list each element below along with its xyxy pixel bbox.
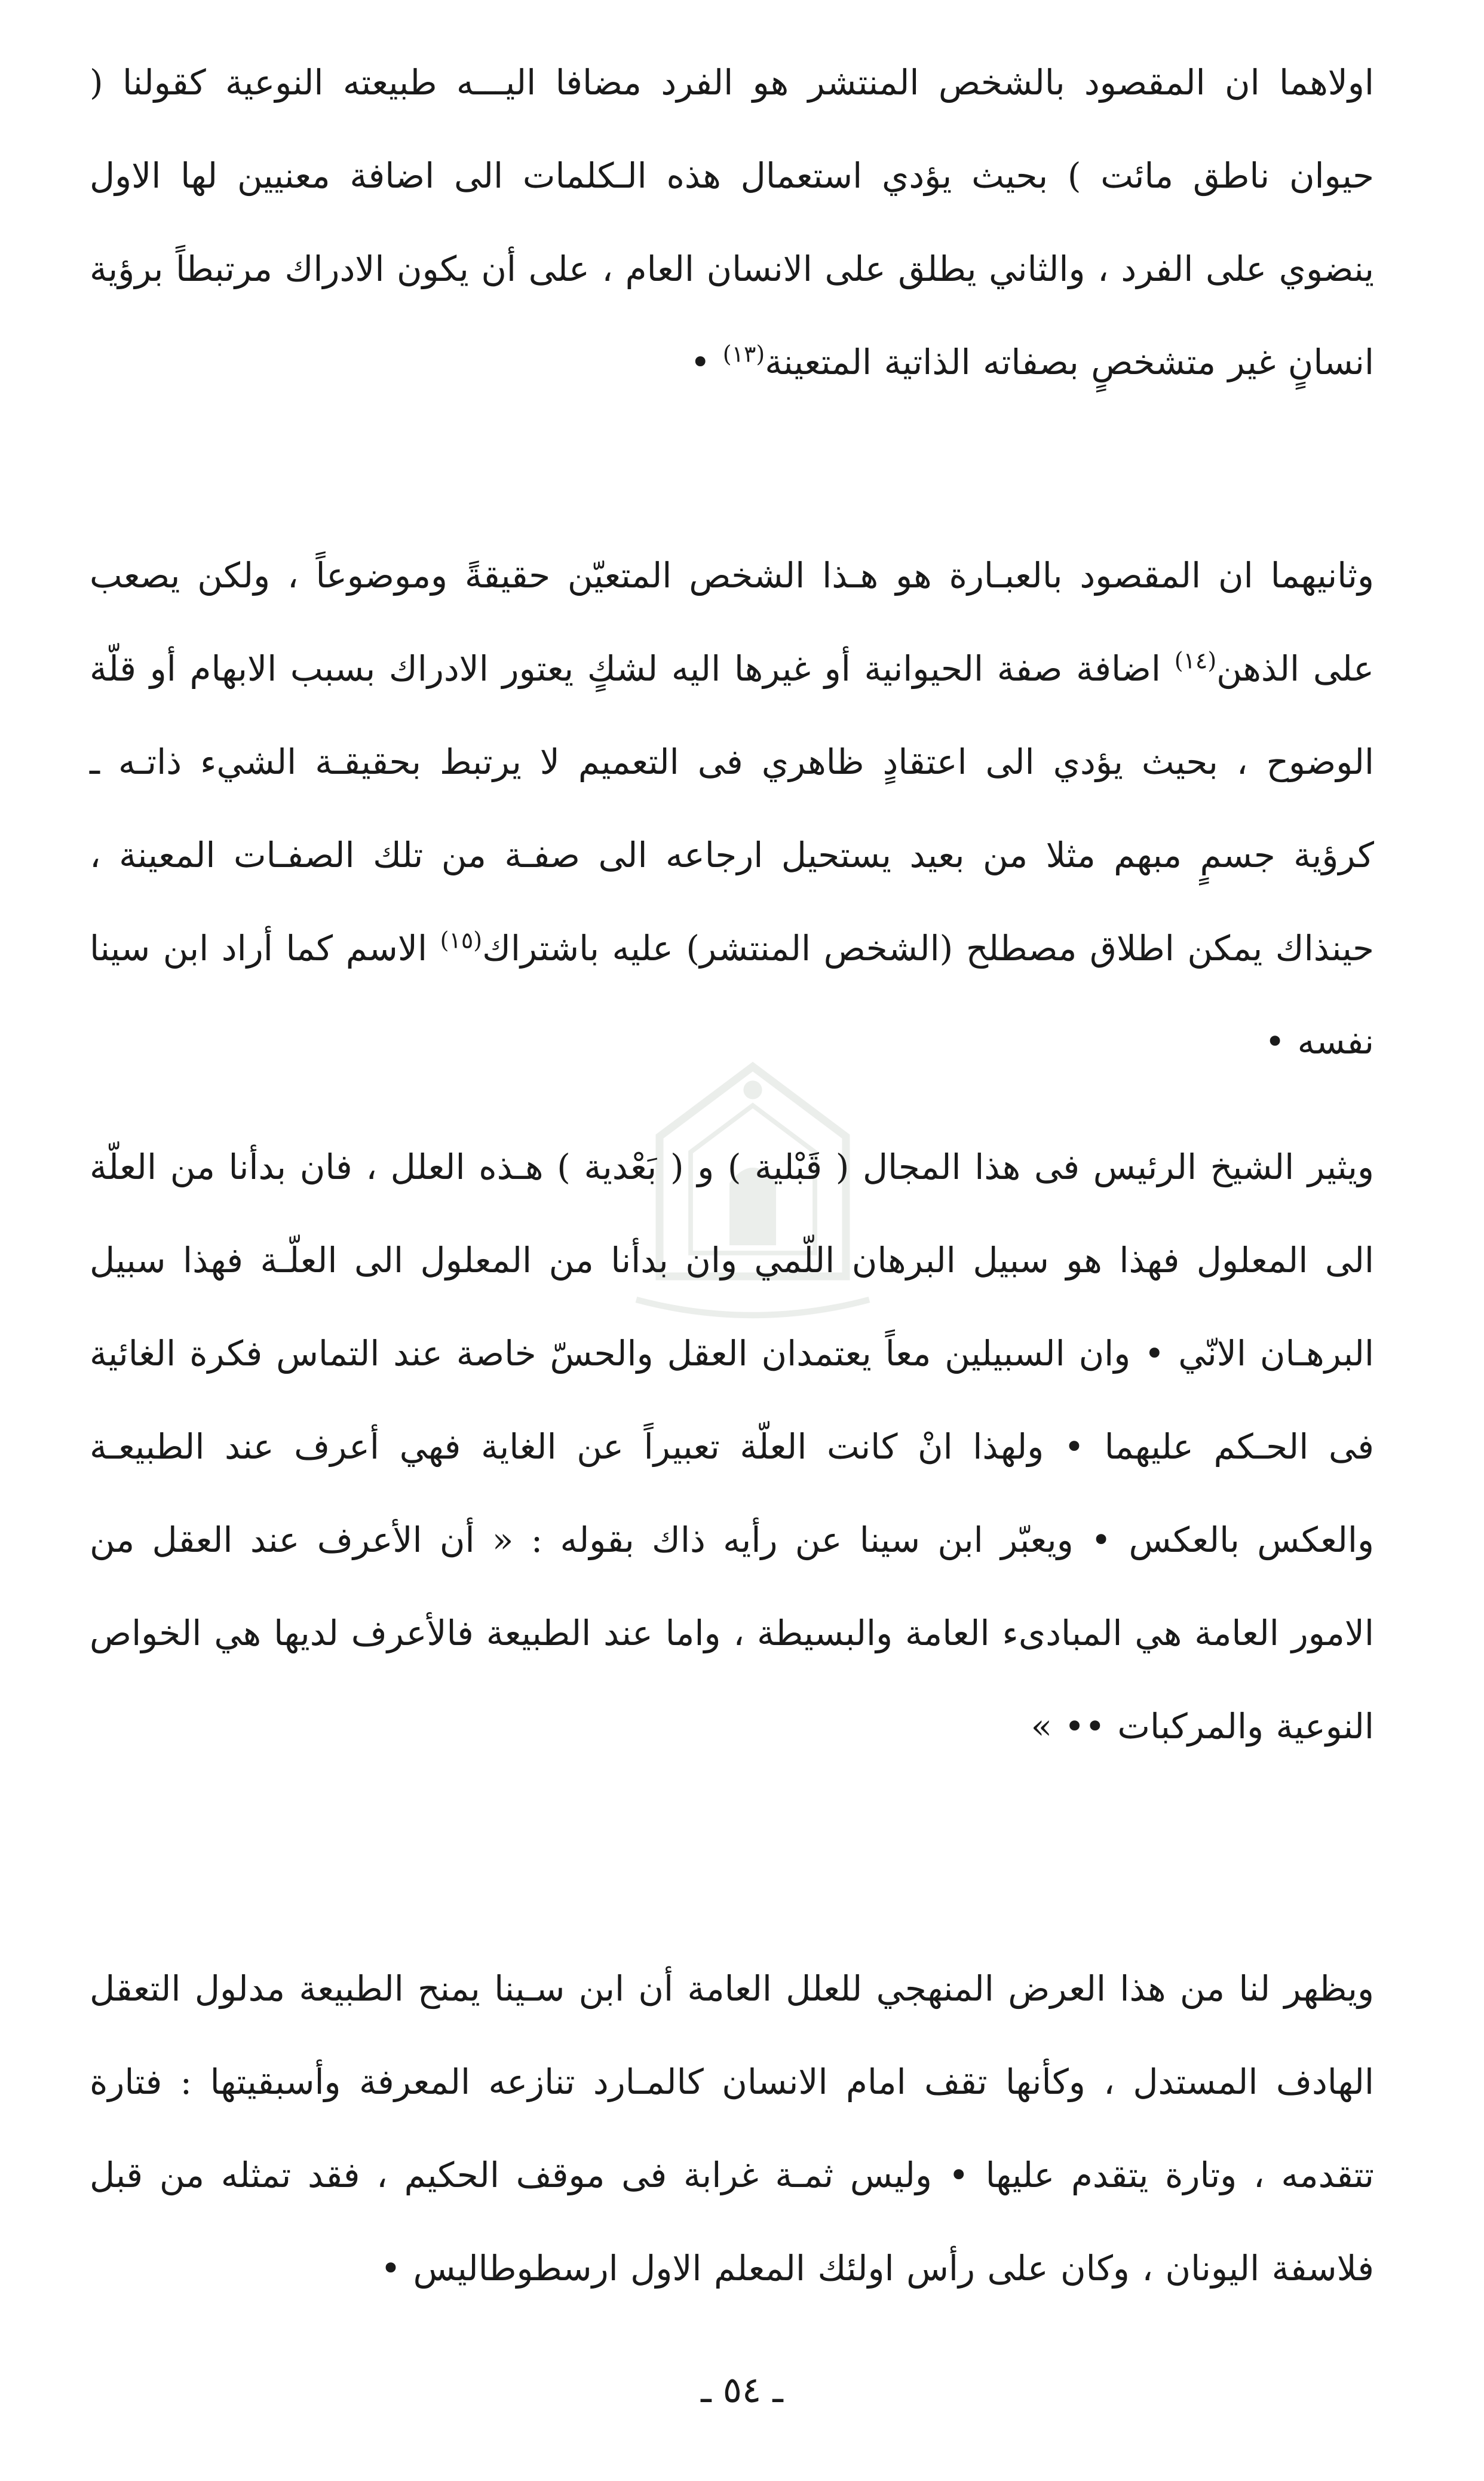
paragraph-text: الاسم كما أراد ابن سينا نفسه • — [90, 928, 1374, 1062]
page-number: ـ ٥٤ ـ — [701, 2369, 783, 2411]
paragraph-causes — [90, 1120, 1374, 1773]
paragraph-conclusion — [90, 1942, 1374, 2315]
footnote-marker: (١٥) — [440, 927, 483, 954]
paragraph-second-meaning — [90, 529, 1374, 1088]
paragraph-text: ويظهر لنا من هذا العرض المنهجي للعلل العامة أن ابن سـينا يمنح الطبيعة مدلول التعقل الهادف المستدل ، وكأنها تقف امام الانسان كالمـارد تنازعه المعرفة وأسبقيتها : فتارة تتقدمه ، وتارة يتقدم عليها • وليس ثمـة غرابة فى موقف الحكيم ، فقد تمثله من قبل فلاسفة اليونان ، وكان على رأس اولئك المعلم الاول ارسطوطاليس • — [90, 1968, 1374, 2289]
paragraph-text: ويثير الشيخ الرئيس فى هذا المجال ( قَبْلية ) و ( بَعْدية ) هـذه العلل ، فان بدأنا من العلّة الى المعلول فهذا هو سبيل البرهان اللّمي وان بدأنا من المعلول الى العلّـة فهذا سبيل البرهـان الانّي • وان السبيلين معاً يعتمدان العقل والحسّ خاصة عند التماس فكرة الغائية فى الحـكم عليهما • ولهذا انْ كانت العلّة تعبيراً عن الغاية فهي أعرف عند الطبيعـة والعكس بالعكس • ويعبّر ابن سينا عن رأيه ذاك بقوله : « أن الأعرف عند العقل من الامور العامة هي المبادىء العامة والبسيطة ، واما عند الطبيعة فالأعرف لديها هي الخواص النوعية والمركبات •• » — [90, 1147, 1374, 1747]
paragraph-text: وثانيهما ان المقصود بالعبـارة هو هـذا الشخص المتعيّن حقيقةً وموضوعاً ، ولكن يصعب على الذهن — [90, 555, 1374, 689]
footnote-marker: (١٣) — [722, 341, 765, 367]
paragraph-text: اضافة صفة الحيوانية أو غيرها اليه لشكٍ يعتور الادراك بسبب الابهام أو قلّة الوضوح ، بحيث يؤدي الى اعتقادٍ ظاهري فى التعميم لا يرتبط بحقيقـة الشيء ذاتـه ـ كرؤية جسمٍ مبهم مثلا من بعيد يستحيل ارجاعه الى صفـة من تلك الصفـات المعينة ، حينذاك يمكن اطلاق مصطلح (الشخص المنتشر) عليه باشتراك — [90, 648, 1375, 969]
paragraph-first-meaning — [90, 36, 1374, 409]
paragraph-text: اولاهما ان المقصود بالشخص المنتشر هو الفرد مضافا اليـــه طبيعته النوعية كقولنا ( حيوان ناطق مائت ) بحيث يؤدي استعمال هذه الـكلمات الى اضافة معنيين لها الاول ينضوي على الفرد ، والثاني يطلق على الانسان العام ، على أن يكون الادراك مرتبطاً برؤية انسانٍ غير متشخصٍ بصفاته الذاتية المتعينة — [90, 62, 1374, 382]
footnote-marker: (١٤) — [1174, 647, 1217, 674]
paragraph-text: • — [690, 342, 723, 382]
